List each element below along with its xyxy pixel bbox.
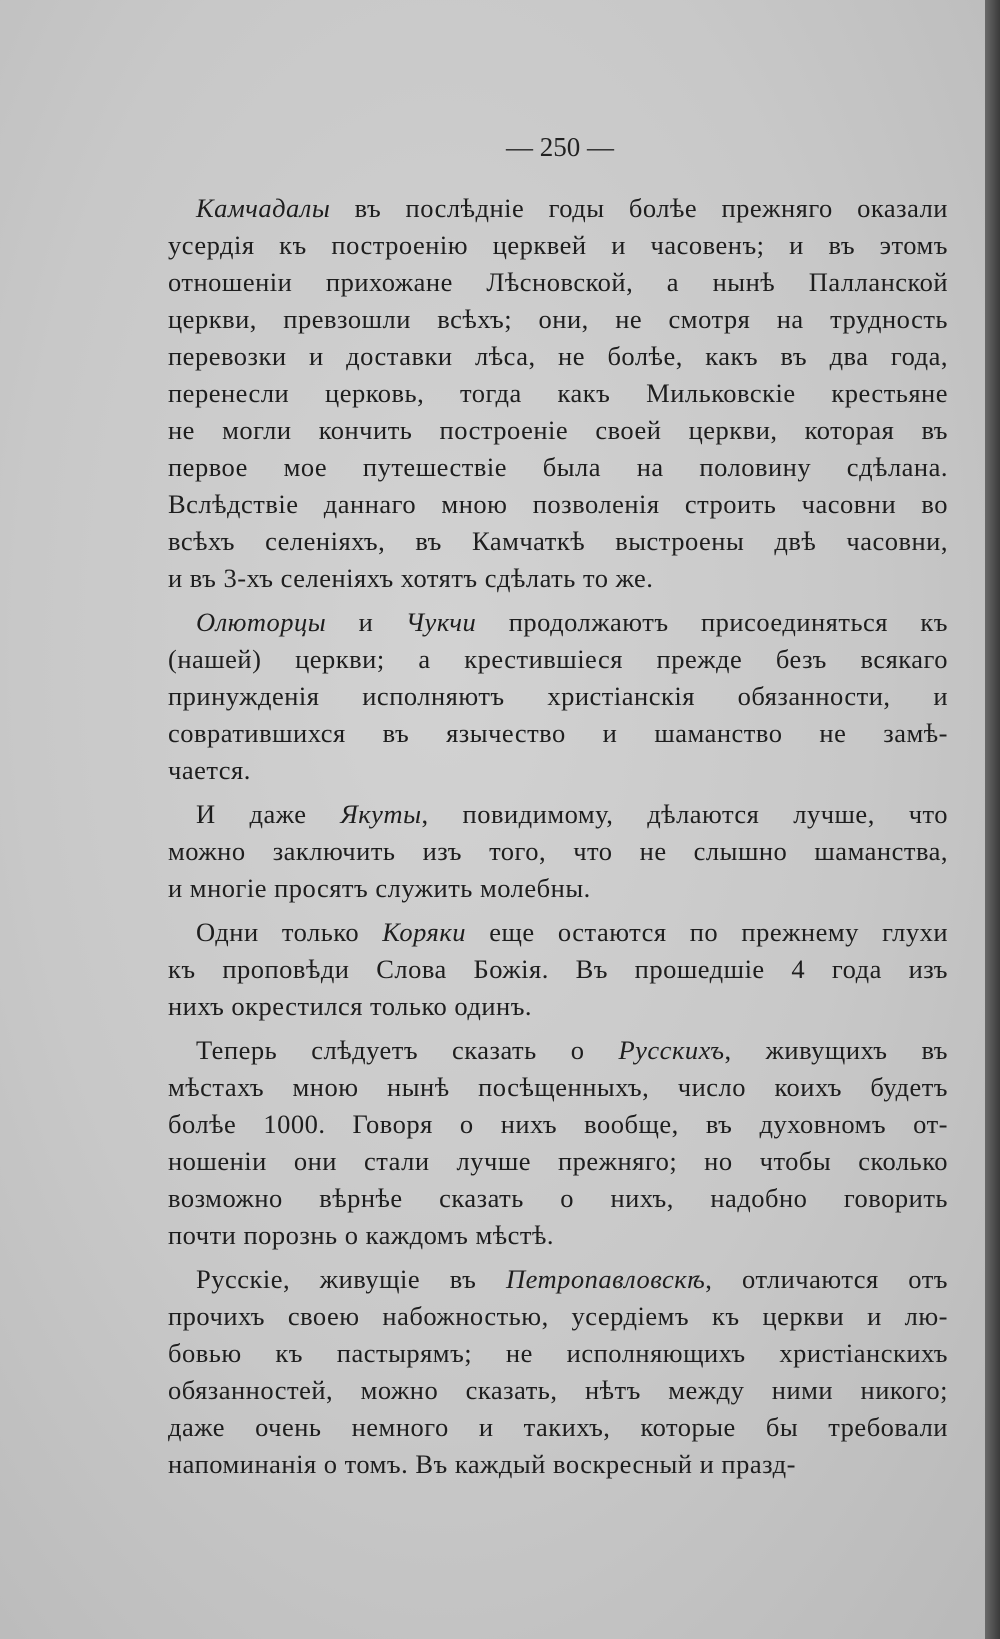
text-line [168, 1261, 948, 1298]
text-run: и въ 3-хъ селеніяхъ хотятъ сдѣлать то же. [168, 563, 654, 593]
text-run: возможно вѣрнѣе сказать о нихъ, надобно говорить [168, 1183, 948, 1213]
text-run: нихъ окрестился только одинъ. [168, 991, 533, 1021]
text-line [168, 264, 948, 301]
italic-term: Коряки [382, 917, 467, 947]
text-run: и многіе просятъ служить молебны. [168, 873, 591, 903]
text-line [168, 1446, 948, 1483]
text-run: къ проповѣди Слова Божія. Въ прошедшіе 4 года изъ [168, 954, 948, 984]
text-line [168, 604, 948, 641]
text-run: Одни только [196, 917, 383, 947]
text-run: церкви, превзошли всѣхъ; они, не смотря на трудность [168, 304, 948, 334]
text-line [168, 752, 948, 789]
text-line [168, 338, 948, 375]
text-run: продолжаютъ присоединяться къ [476, 607, 949, 637]
text-line [168, 796, 948, 833]
text-line [168, 833, 948, 870]
text-run: И даже [196, 799, 341, 829]
text-run: еще остаются по прежнему глухи [466, 917, 948, 947]
paragraph [168, 796, 948, 907]
text-line [168, 486, 948, 523]
text-run: чается. [168, 755, 251, 785]
text-run: всѣхъ селеніяхъ, въ Камчаткѣ выстроены двѣ часовни, [168, 526, 948, 556]
text-run: перенесли церковь, тогда какъ Мильковскіе крестьяне [168, 378, 948, 408]
italic-term: Камчадалы [196, 193, 331, 223]
text-line [168, 1335, 948, 1372]
text-line [168, 412, 948, 449]
text-line [168, 301, 948, 338]
text-line [168, 523, 948, 560]
text-run: (нашей) церкви; а крестившіеся прежде безъ всякаго [168, 644, 948, 674]
text-run: Русскіе, живущіе въ [196, 1264, 506, 1294]
text-line [168, 1069, 948, 1106]
text-run: и [326, 607, 406, 637]
text-run: , отличаются отъ [705, 1264, 948, 1294]
text-run: принужденія исполняютъ христіанскія обязанности, и [168, 681, 948, 711]
italic-term: Петропавловскѣ [505, 1264, 706, 1294]
text-run: прочихъ своею набожностью, усердіемъ къ церкви и лю- [168, 1301, 948, 1331]
italic-term: Олюторцы [196, 607, 327, 637]
text-line [168, 641, 948, 678]
text-run: , живущихъ въ [724, 1035, 949, 1065]
text-run: обязанностей, можно сказать, нѣтъ между ними никого; [168, 1375, 948, 1405]
text-line [168, 1217, 948, 1254]
paragraph [168, 914, 948, 1025]
text-line [168, 190, 948, 227]
text-run: , повидимому, дѣлаются лучше, что [421, 799, 948, 829]
text-line [168, 914, 948, 951]
text-run: Теперь слѣдуетъ сказать о [196, 1035, 619, 1065]
book-spine [985, 0, 1000, 1639]
italic-term: Русскихъ [618, 1035, 725, 1065]
text-line [168, 1409, 948, 1446]
paragraph [168, 190, 948, 597]
text-run: бовью къ пастырямъ; не исполняющихъ христіанскихъ [168, 1338, 948, 1368]
text-line [168, 988, 948, 1025]
text-line [168, 449, 948, 486]
text-line [168, 715, 948, 752]
text-line [168, 227, 948, 264]
text-line [168, 1298, 948, 1335]
paragraph [168, 1261, 948, 1483]
text-line [168, 560, 948, 597]
text-line [168, 1032, 948, 1069]
text-run: можно заключить изъ того, что не слышно шаманства, [168, 836, 948, 866]
text-run: не могли кончить построеніе своей церкви, которая въ [168, 415, 948, 445]
text-line [168, 870, 948, 907]
text-line [168, 1180, 948, 1217]
text-run: даже очень немного и такихъ, которые бы требовали [168, 1412, 948, 1442]
text-run: Вслѣдствіе даннаго мною позволенія строить часовни во [168, 489, 948, 519]
text-run: ношеніи они стали лучше прежняго; но чтобы сколько [168, 1146, 948, 1176]
italic-term: Чукчи [405, 607, 477, 637]
text-line [168, 678, 948, 715]
italic-term: Якуты [340, 799, 422, 829]
paragraph [168, 604, 948, 789]
text-run: совратившихся въ язычество и шаманство не замѣ- [168, 718, 948, 748]
text-line [168, 1372, 948, 1409]
text-line [168, 951, 948, 988]
text-run: мѣстахъ мною нынѣ посѣщенныхъ, число коихъ будетъ [168, 1072, 948, 1102]
text-run: почти порознь о каждомъ мѣстѣ. [168, 1220, 555, 1250]
text-run: въ послѣдніе годы болѣе прежняго оказали [330, 193, 948, 223]
page-number: — 250 — [506, 132, 614, 162]
paragraph [168, 1032, 948, 1254]
text-run: усердія къ построенію церквей и часовенъ; и въ этомъ [168, 230, 948, 260]
text-run: первое мое путешествіе была на половину сдѣлана. [168, 452, 948, 482]
text-run: напоминанія о томъ. Въ каждый воскресный и празд- [168, 1449, 796, 1479]
text-run: болѣе 1000. Говоря о нихъ вообще, въ духовномъ от- [168, 1109, 948, 1139]
text-run: перевозки и доставки лѣса, не болѣе, какъ въ два года, [168, 341, 948, 371]
text-run: отношеніи прихожане Лѣсновской, а нынѣ Палланской [168, 267, 948, 297]
text-line [168, 1143, 948, 1180]
text-line [168, 375, 948, 412]
body-text [168, 190, 948, 1490]
text-line [168, 1106, 948, 1143]
